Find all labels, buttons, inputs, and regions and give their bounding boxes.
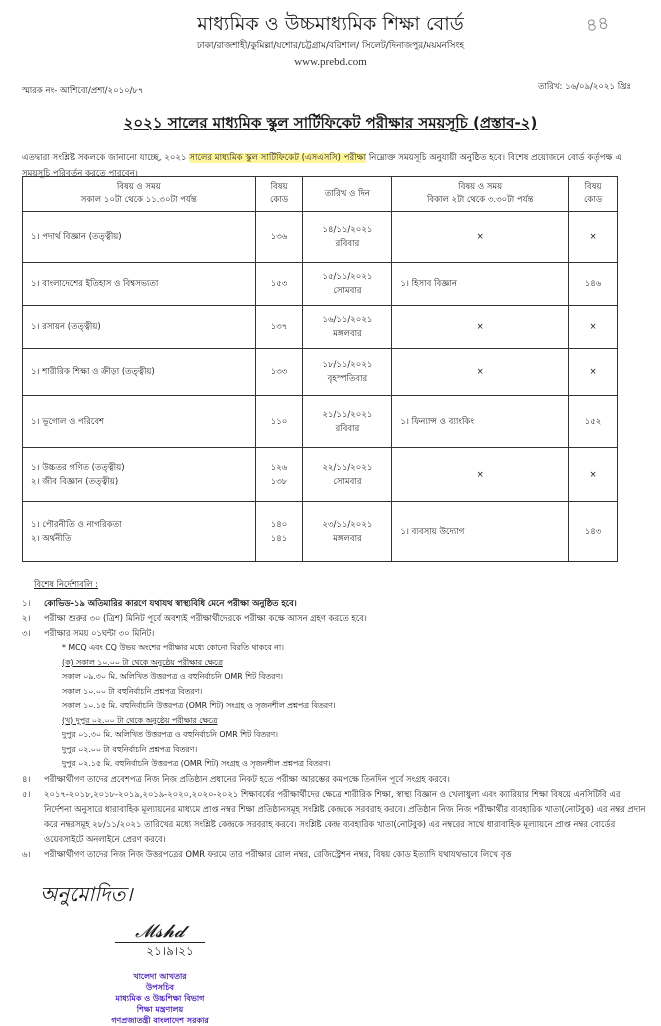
instruction-item — [22, 772, 647, 787]
date: ১৪/১১/২০২১ — [322, 225, 373, 235]
morning-subject — [23, 349, 256, 396]
day: মঙ্গলবার — [333, 329, 362, 339]
item-number: ৪। — [22, 773, 31, 784]
item-number: ২। — [22, 613, 31, 623]
header-afternoon — [392, 177, 569, 212]
code-1: ১২৬ — [270, 462, 288, 473]
special-instructions — [22, 578, 647, 862]
item-number: ৬। — [22, 848, 31, 859]
header-date: তারিখ ও দিন — [303, 177, 392, 212]
date: ১৬/১১/২০২১ — [322, 315, 373, 325]
afternoon-code: ১৫২ — [569, 396, 618, 448]
exam-date — [303, 212, 392, 263]
timing-line: সকাল ০৯.৩০ মি. অলিখিত উত্তরপত্র ও বহুনির্বাচনি OMR শিট বিতরণ। — [62, 672, 283, 681]
morning-subject — [23, 448, 256, 502]
afternoon-code: ১৪৬ — [569, 263, 618, 306]
afternoon-subject: ১। ব্যবসায় উদ্যোগ — [392, 502, 569, 562]
item-text: পরীক্ষার্থীগণ তাদের নিজ নিজ উত্তরপত্রের OMR ফরমে তার পরীক্ষার রোল নম্বর, রেজিস্ট্রেশন নম্বর, বিষয় কোড ইত্যাদি যথাযথভাবে লিখে বৃত্ত — [44, 848, 512, 859]
intro-highlight: সালের মাধ্যমিক স্কুল সার্টিফিকেট (এসএসসি) পরীক্ষা — [189, 153, 367, 163]
instruction-item — [22, 847, 647, 862]
morning-code — [255, 502, 303, 562]
code-2: ১৪১ — [270, 533, 288, 544]
code-2: ১৩৮ — [270, 476, 288, 487]
timing-line: (ক) সকাল ১০.০০ টা থেকে অনুষ্ঠেয় পরীক্ষার ক্ষেত্রে — [62, 657, 223, 667]
exam-date — [303, 306, 392, 349]
header-code-2 — [569, 177, 618, 212]
signature-block — [40, 880, 260, 1026]
document-title: ২০২১ সালের মাধ্যমিক স্কুল সার্টিফিকেট পরীক্ষার সময়সূচি (প্রস্তাব-২) — [123, 114, 538, 132]
code-1: ১৩৭ — [270, 322, 288, 332]
day: বৃহস্পতিবার — [327, 374, 368, 384]
day: সোমবার — [333, 476, 362, 487]
exam-date — [303, 349, 392, 396]
header-code — [255, 177, 303, 212]
morning-code — [255, 448, 303, 502]
instruction-item — [22, 626, 647, 641]
timing-line: সকাল ১০.০০ টা বহুনির্বাচনি প্রশ্নপত্র বিতরণ। — [62, 686, 203, 696]
table-row — [23, 448, 618, 502]
afternoon-subject: ১। ফিন্যান্স ও ব্যাংকিং — [392, 396, 569, 448]
table-row — [23, 502, 618, 562]
header-code2-l2: কোড — [583, 195, 603, 205]
header-morning-l1: বিষয় ও সময় — [116, 182, 161, 192]
item-number: ৩। — [22, 628, 31, 638]
date: ১৮/১১/২০২১ — [322, 360, 373, 370]
item-text: পরীক্ষার্থীগণ তাদের প্রবেশপত্র নিজ নিজ প্রতিষ্ঠান প্রধানের নিকট হতে পরীক্ষা আরম্ভের কমপক্ষে তিনদিন পূর্বে সংগ্রহ করবে। — [44, 773, 450, 784]
intro-post: নিম্নোক্ত সময়সূচি অনুযায়ী অনুষ্ঠিত হবে। বিশেষ প্রয়োজনে বোর্ড কর্তৃপক্ষ এ সময়সূচি পরিবর্তন করতে পারবেন। — [22, 153, 622, 179]
page-mark: ৪৪ — [584, 12, 611, 37]
morning-subject — [23, 212, 256, 263]
afternoon-code: × — [569, 306, 618, 349]
code-1: ১১০ — [270, 416, 288, 427]
morning-code — [255, 396, 303, 448]
exam-date — [303, 502, 392, 562]
signature-scribble: 𝓜𝓼𝓱𝓭 — [135, 921, 185, 942]
subject-2: ২। অর্থনীতি — [31, 533, 72, 544]
day: রবিবার — [335, 423, 360, 434]
stamp-line: উপসচিব — [145, 983, 174, 992]
item-text: ২০১৭-২০১৮,২০১৮-২০১৯,২০১৯-২০২০,২০২০-২০২১ শিক্ষাবর্ষের পরীক্ষার্থীদের ক্ষেত্রে শারীরিক শিক্ষা, স্বাস্থ্য বিজ্ঞান ও খেলাধুলা এবং ক্যারিয়ার শিক্ষা বিষয়ে এনসিটিবি এর নির্দেশনা অনুসারে ধারাবাহিক মূল্যায়নের মাধ্যমে প্রাপ্ত নম্বর শিক্ষা প্রতিষ্ঠানসমূহ সংশ্লিষ্ট কেন্দ্রকে সরবরাহ করবে। প্রতিষ্ঠান নিজ নিজ পরীক্ষার্থীর ব্যবহারিক খাতা(নোটবুক) এর নম্বর প্রদান করে নম্বরসমূহ ২৮/১১/২০২১ তারিখের মধ্যে সংশ্লিষ্ট কেন্দ্রকে সরবরাহ করবে। সংশ্লিষ্ট কেন্দ্র ব্যবহারিক খাতা(নোটবুক) এর নম্বরের সাথে ধারাবাহিক মূল্যায়নে প্রাপ্ত নম্বর বোর্ডের ওয়েবসাইটে অনলাইনে প্রেরণ করবে। — [44, 788, 646, 844]
schedule-table — [22, 176, 618, 562]
morning-code — [255, 306, 303, 349]
afternoon-code: × — [569, 349, 618, 396]
board-name: মাধ্যমিক ও উচ্চমাধ্যমিক শিক্ষা বোর্ড — [197, 13, 464, 35]
morning-code — [255, 263, 303, 306]
board-list: ঢাকা/রাজশাহী/কুমিল্লা/যশোর/চট্টগ্রাম/বরিশাল/ সিলেট/দিনাজপুর/ময়মনসিংহ — [196, 41, 465, 51]
afternoon-code: ১৪৩ — [569, 502, 618, 562]
stamp-line: খালেদা আখতার — [133, 972, 187, 981]
date: ২৩/১১/২০২১ — [322, 519, 373, 530]
subject-1: ১। উচ্চতর গণিত (তত্ত্বীয়) — [31, 462, 125, 473]
subject-1: ১। রসায়ন (তত্ত্বীয়) — [31, 322, 101, 332]
timing-line: দুপুর ০১.৩০ মি. অলিখিত উত্তরপত্র ও বহুনির্বাচনি OMR শিট বিতরণ। — [62, 730, 278, 739]
table-row — [23, 306, 618, 349]
day: সোমবার — [333, 286, 362, 296]
date: ২১/১১/২০২১ — [322, 409, 373, 420]
instruction-item — [22, 596, 647, 611]
subject-1: ১। ভূগোল ও পরিবেশ — [31, 416, 105, 427]
website-link[interactable]: www.prebd.com — [294, 56, 367, 68]
timing-line: * MCQ এবং CQ উভয় অংশের পরীক্ষার মধ্যে কোনো বিরতি থাকবে না। — [62, 643, 284, 652]
code-1: ১৪০ — [270, 519, 288, 530]
stamp-line: গণপ্রজাতন্ত্রী বাংলাদেশ সরকার — [111, 1016, 209, 1025]
timing-line: সকাল ১০.১৫ মি. বহুনির্বাচনি উত্তরপত্র (OMR শিট) সংগ্রহ ও সৃজনশীল প্রশ্নপত্র বিতরণ। — [62, 701, 336, 710]
subject-2: ২। জীব বিজ্ঞান (তত্ত্বীয়) — [31, 476, 119, 487]
stamp-line: শিক্ষা মন্ত্রণালয় — [136, 1005, 184, 1014]
item-number: ৫। — [22, 788, 31, 799]
official-stamp — [60, 971, 260, 1026]
code-1: ১৩৩ — [270, 367, 288, 377]
table-row — [23, 263, 618, 306]
subject-1: ১। বাংলাদেশের ইতিহাস ও বিশ্বসভ্যতা — [31, 279, 159, 289]
item-text: পরীক্ষার সময় ০১ঘন্টা ৩০ মিনিট। — [44, 628, 155, 638]
header-code-l2: কোড — [269, 195, 289, 205]
morning-subject — [23, 502, 256, 562]
instructions-heading: বিশেষ নির্দেশাবলি : — [34, 579, 98, 589]
memo-number: স্মারক নং- আশিবো/প্রশা/২০১০/৮৭ — [22, 86, 144, 96]
afternoon-subject: × — [392, 349, 569, 396]
code-1: ১৫৩ — [270, 279, 288, 289]
header-morning-l2: সকাল ১০টা থেকে ১১.৩০টা পর্যন্ত — [80, 195, 197, 205]
header-code-l1: বিষয় — [270, 182, 288, 192]
item-text: পরীক্ষা শুরুর ৩০ (ত্রিশ) মিনিট পূর্বে অবশ্যই পরীক্ষার্থীদেরকে পরীক্ষা কক্ষে আসন গ্রহণ করতে হবে। — [44, 613, 367, 623]
date: ২২/১১/২০২১ — [322, 462, 373, 473]
header-afternoon-l2: বিকাল ২টা থেকে ৩.৩০টা পর্যন্ত — [426, 195, 534, 205]
issue-date: তারিখ: ১৬/০৯/২০২১ খ্রিঃ — [538, 82, 631, 92]
afternoon-subject: × — [392, 306, 569, 349]
table-row — [23, 396, 618, 448]
exam-date — [303, 263, 392, 306]
table-row — [23, 349, 618, 396]
subject-1: ১। শারীরিক শিক্ষা ও ক্রীড়া (তত্ত্বীয়) — [31, 367, 155, 377]
approved-text: অনুমোদিত। — [40, 882, 133, 906]
morning-subject — [23, 306, 256, 349]
day: রবিবার — [335, 239, 360, 249]
instruction-item — [22, 787, 647, 847]
timing-line: দুপুর ০২.১৫ মি. বহুনির্বাচনি উত্তরপত্র (OMR শিট) সংগ্রহ ও সৃজনশীল প্রশ্নপত্র বিতরণ। — [62, 759, 331, 768]
stamp-line: মাধ্যমিক ও উচ্চশিক্ষা বিভাগ — [115, 994, 205, 1003]
header-morning — [23, 177, 256, 212]
morning-subject — [23, 396, 256, 448]
instruction-item — [22, 611, 647, 626]
afternoon-code: × — [569, 212, 618, 263]
afternoon-subject: × — [392, 212, 569, 263]
date: ১৫/১১/২০২১ — [322, 272, 373, 282]
morning-code — [255, 212, 303, 263]
item-number: ১। — [22, 598, 31, 608]
header-code2-l1: বিষয় — [584, 182, 602, 192]
subject-1: ১। পদার্থ বিজ্ঞান (তত্ত্বীয়) — [31, 232, 122, 242]
timing-line: দুপুর ০২.০০ টা বহুনির্বাচনি প্রশ্নপত্র বিতরণ। — [62, 744, 198, 754]
code-1: ১৩৬ — [270, 232, 288, 242]
morning-code — [255, 349, 303, 396]
exam-date — [303, 448, 392, 502]
intro-pre: এতদ্বারা সংশ্লিষ্ট সকলকে জানানো যাচ্ছে, ২০২১ — [22, 153, 190, 163]
subject-1: ১। পৌরনীতি ও নাগরিকতা — [31, 519, 122, 530]
item-text: কোভিড-১৯ অতিমারির কারণে যথাযথ স্বাস্থ্যবিধি মেনে পরীক্ষা অনুষ্ঠিত হবে। — [44, 598, 297, 608]
timing-line: (খ) দুপুর ০২.০০ টা থেকে অনুষ্ঠেয় পরীক্ষার ক্ষেত্রে — [62, 715, 218, 725]
afternoon-subject: ১। হিসাব বিজ্ঞান — [392, 263, 569, 306]
exam-date — [303, 396, 392, 448]
afternoon-code: × — [569, 448, 618, 502]
signature-date: ২১।৯।২১ — [115, 942, 205, 963]
morning-subject — [23, 263, 256, 306]
day: মঙ্গলবার — [333, 533, 362, 544]
header-afternoon-l1: বিষয় ও সময় — [458, 182, 503, 192]
table-row — [23, 212, 618, 263]
afternoon-subject: × — [392, 448, 569, 502]
